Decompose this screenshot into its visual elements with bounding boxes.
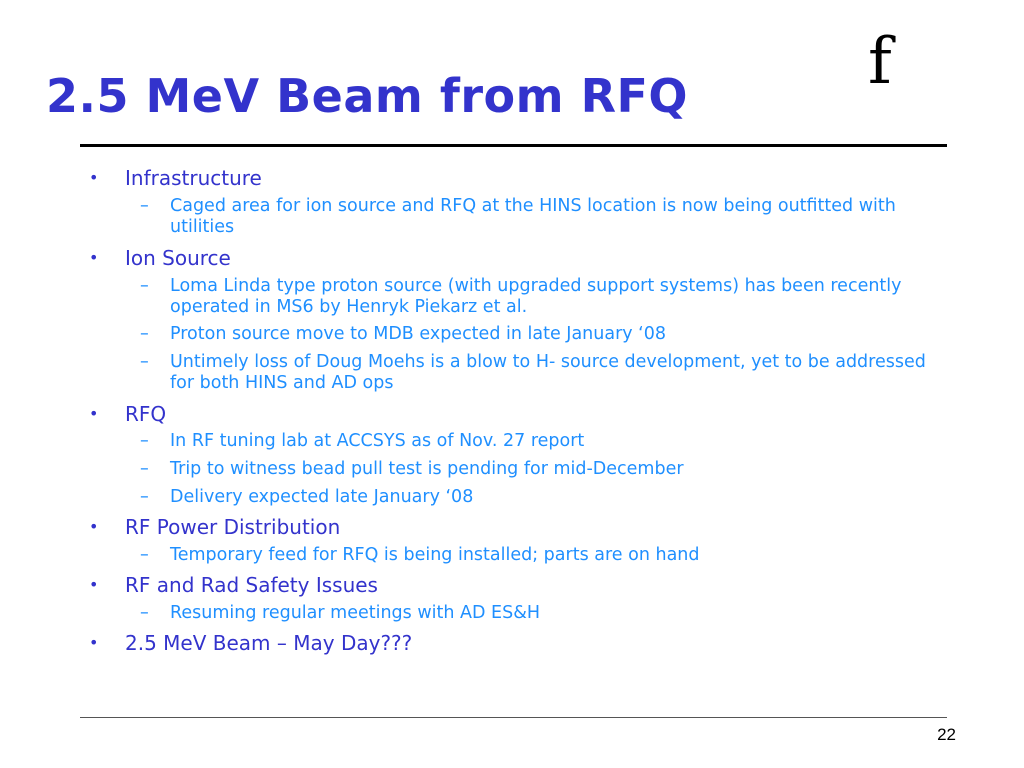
sub-item	[140, 487, 940, 508]
sub-item-text: Resuming regular meetings with AD ES&H	[170, 603, 540, 623]
sub-item-text: In RF tuning lab at ACCSYS as of Nov. 27 report	[170, 431, 585, 451]
bullet-text: Ion Source	[125, 246, 231, 270]
sub-item-text: Trip to witness bead pull test is pending for mid-December	[170, 459, 684, 479]
bullet-marker: •	[89, 168, 99, 187]
sub-item-text: Temporary feed for RFQ is being installed; parts are on hand	[170, 545, 700, 565]
sub-item-text: Untimely loss of Doug Moehs is a blow to H- source development, yet to be addressed for both HINS and AD ops	[170, 352, 926, 393]
slide-title: 2.5 MeV Beam from RFQ	[46, 69, 689, 123]
bullet-text: RF Power Distribution	[125, 515, 341, 539]
dash-marker: –	[140, 352, 149, 372]
sub-item	[140, 196, 940, 238]
sub-item-text: Caged area for ion source and RFQ at the HINS location is now being outfitted with utilities	[170, 196, 896, 237]
sub-item-text: Loma Linda type proton source (with upgraded support systems) has been recently operated in MS6 by Henryk Piekarz et al.	[170, 276, 902, 317]
sub-item-text: Delivery expected late January ‘08	[170, 487, 474, 507]
bullet-item-rf-rad-safety	[89, 573, 378, 597]
bullet-text: RF and Rad Safety Issues	[125, 573, 378, 597]
bullet-marker: •	[89, 404, 99, 423]
sub-item	[140, 545, 940, 566]
bullet-text: RFQ	[125, 402, 167, 426]
bullet-item-beam-may-day	[89, 631, 413, 655]
bullet-text: 2.5 MeV Beam – May Day???	[125, 631, 413, 655]
dash-marker: –	[140, 603, 149, 623]
sub-item	[140, 276, 940, 318]
bullet-marker: •	[89, 575, 99, 594]
bullet-item-ion-source	[89, 246, 231, 270]
bullet-item-rfq	[89, 402, 167, 426]
dash-marker: –	[140, 324, 149, 344]
sub-item	[140, 352, 940, 394]
bullet-marker: •	[89, 517, 99, 536]
bullet-item-rf-power-distribution	[89, 515, 341, 539]
dash-marker: –	[140, 196, 149, 216]
bullet-marker: •	[89, 248, 99, 267]
dash-marker: –	[140, 431, 149, 451]
bullet-item-infrastructure	[89, 166, 262, 190]
sub-item	[140, 324, 940, 345]
dash-marker: –	[140, 276, 149, 296]
footer-divider	[80, 717, 947, 718]
bullet-marker: •	[89, 633, 99, 652]
sub-item	[140, 459, 940, 480]
sub-item	[140, 431, 940, 452]
dash-marker: –	[140, 459, 149, 479]
sub-item	[140, 603, 940, 624]
page-number: 22	[937, 725, 956, 744]
dash-marker: –	[140, 487, 149, 507]
dash-marker: –	[140, 545, 149, 565]
fermilab-logo: f	[868, 25, 892, 99]
sub-item-text: Proton source move to MDB expected in late January ‘08	[170, 324, 667, 344]
bullet-text: Infrastructure	[125, 166, 262, 190]
